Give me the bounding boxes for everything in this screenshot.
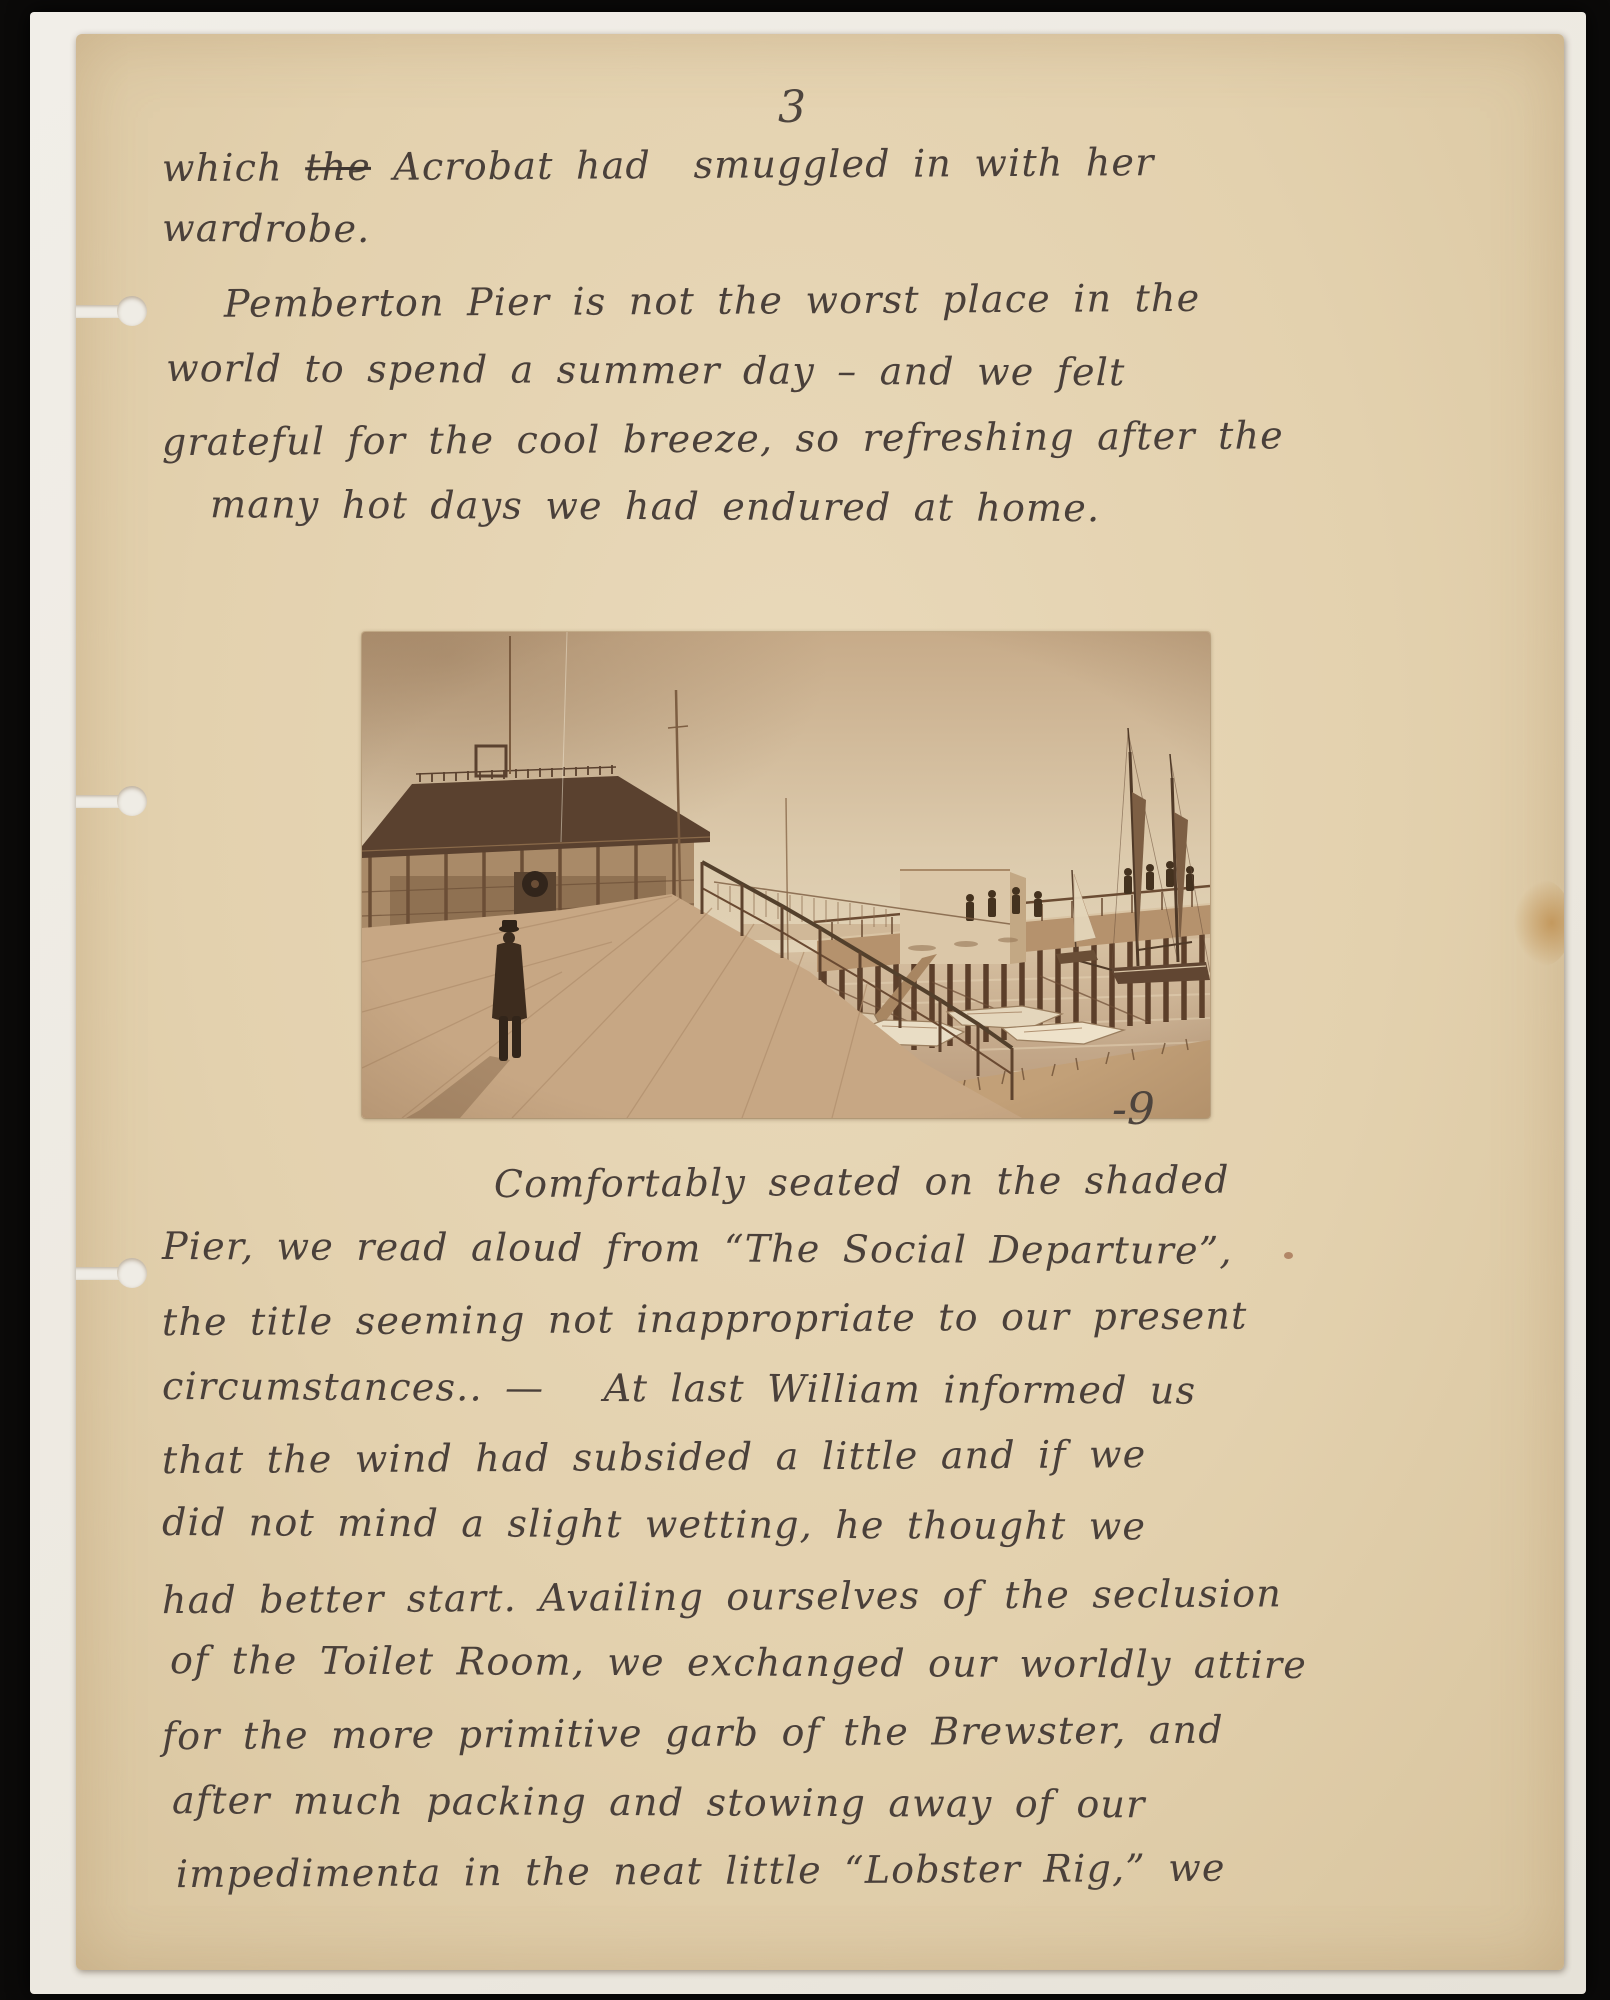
foxing-fleck bbox=[1284, 1252, 1293, 1259]
album-page bbox=[76, 34, 1564, 1970]
binding-hole-middle bbox=[76, 786, 153, 816]
paper-stain bbox=[1514, 880, 1564, 966]
binding-hole-bottom bbox=[76, 1258, 153, 1288]
handwriting-line: for the more primitive garb of the Brewster, and bbox=[161, 1707, 1224, 1759]
handwriting-line: impedimenta in the neat little “Lobster Rig,” we bbox=[175, 1845, 1226, 1897]
handwriting-line: had better start. Availing ourselves of the seclusion bbox=[161, 1571, 1283, 1623]
handwriting-line: grateful for the cool breeze, so refreshing after the bbox=[161, 413, 1285, 465]
handwriting-line: Comfortably seated on the shaded bbox=[493, 1157, 1230, 1207]
handwriting-line: of the Toilet Room, we exchanged our worldly attire bbox=[169, 1638, 1308, 1688]
binding-hole-top bbox=[76, 296, 153, 326]
handwriting-line: many hot days we had endured at home. bbox=[209, 482, 1101, 531]
pier-photo-art bbox=[362, 632, 1210, 1118]
page-number: 3 bbox=[778, 82, 806, 133]
handwriting-block-top bbox=[162, 140, 1524, 554]
handwriting-line: after much packing and stowing away of our bbox=[171, 1778, 1146, 1827]
photo-caption: -9 bbox=[1112, 1084, 1155, 1135]
handwriting-line: which the Acrobat had smuggled in with her bbox=[161, 140, 1155, 191]
pier-photograph bbox=[362, 632, 1210, 1118]
handwriting-block-bottom bbox=[162, 1158, 1524, 1917]
handwriting-line: world to spend a summer day – and we felt bbox=[165, 346, 1126, 395]
handwriting-line: circumstances.. — At last William informed us bbox=[161, 1364, 1197, 1413]
handwriting-line: that the wind had subsided a little and if we bbox=[161, 1432, 1147, 1483]
photo-vignette bbox=[362, 632, 1210, 1118]
handwriting-line: Pemberton Pier is not the worst place in the bbox=[223, 275, 1201, 326]
handwriting-line: the title seeming not inappropriate to our present bbox=[161, 1293, 1248, 1345]
handwriting-line: wardrobe. bbox=[161, 206, 371, 251]
handwriting-line: Pier, we read aloud from “The Social Departure”, bbox=[161, 1224, 1233, 1273]
handwriting-line: did not mind a slight wetting, he thought we bbox=[161, 1500, 1147, 1549]
